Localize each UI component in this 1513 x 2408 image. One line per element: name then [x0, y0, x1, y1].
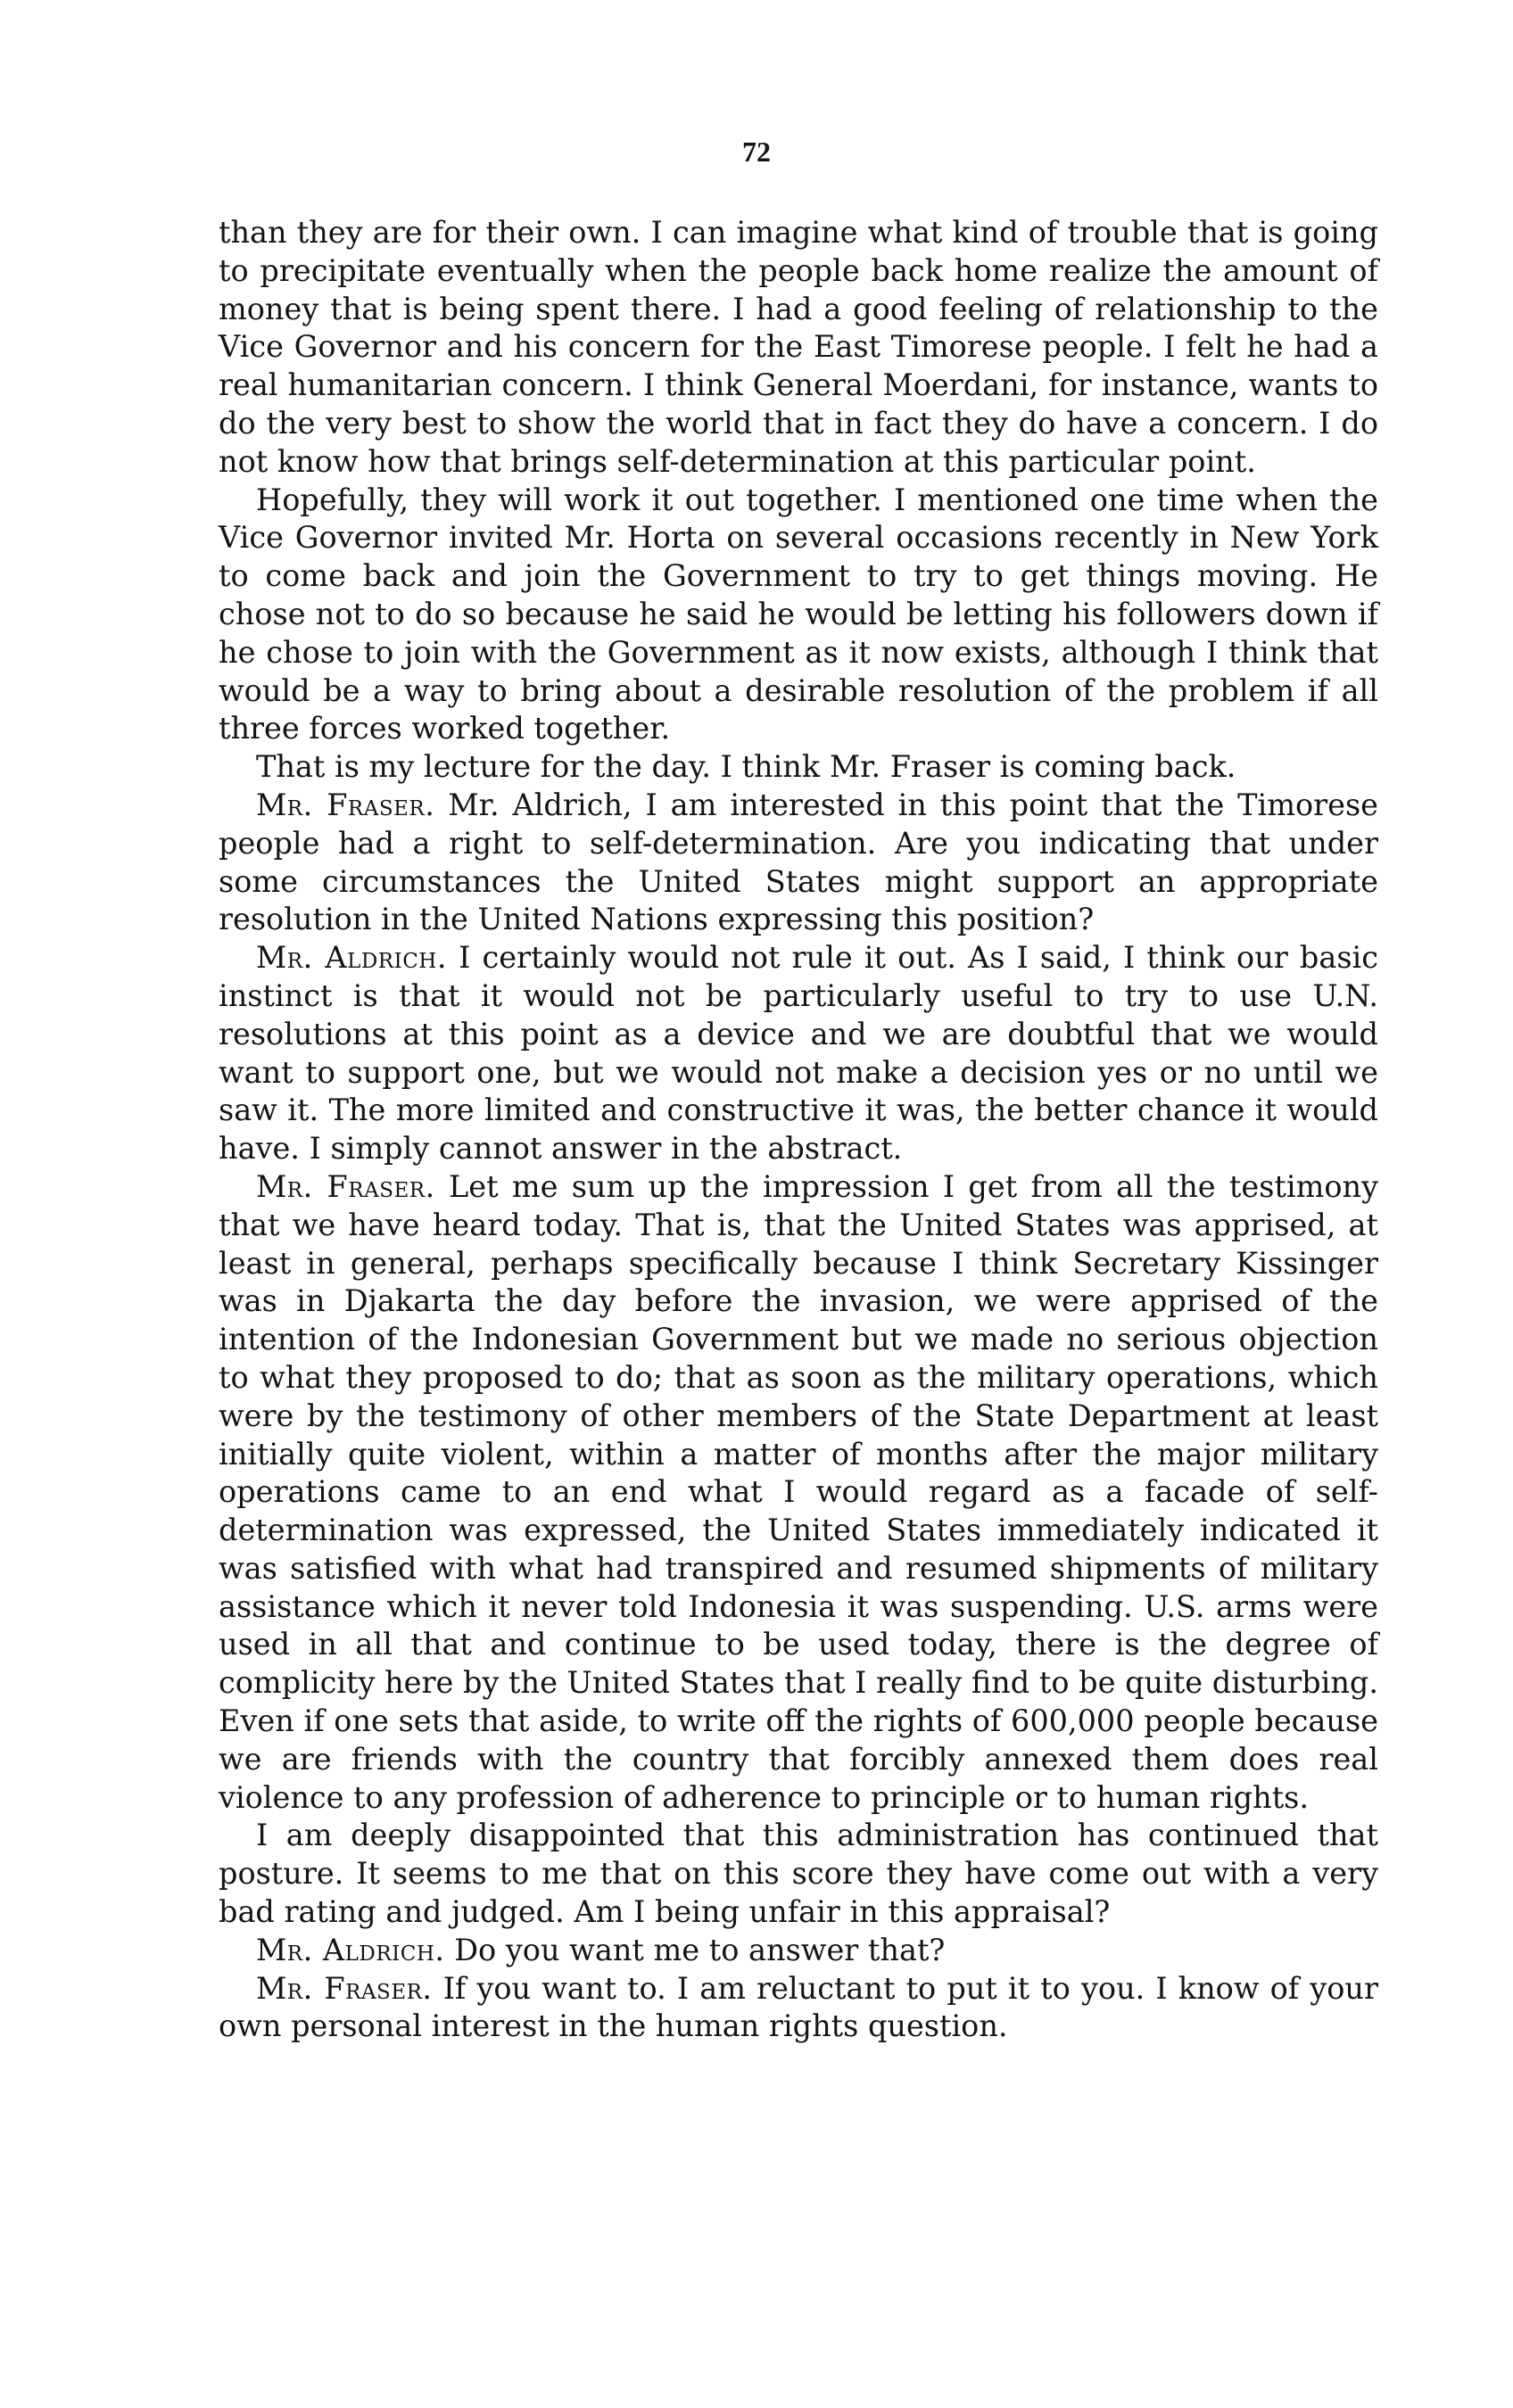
paragraph: [219, 939, 1378, 1168]
paragraph: [219, 1168, 1378, 1818]
paragraph: [219, 214, 1378, 482]
paragraph: [219, 1817, 1378, 1931]
paragraph-text: than they are for their own. I can imagine what kind of trouble that is going to precipitate eventually when the people back home realize the amount of money that is being spent there. I had a good feeling of relationship to the Vice Governor and his concern for the East Timorese people. I felt he had a real humanitarian concern. I think General Moerdani, for instance, wants to do the very best to show the world that in fact they do have a concern. I do not know how that brings self-determination at this particular point.: [219, 215, 1378, 479]
speaker-name: Mr. Aldrich.: [256, 940, 447, 976]
speaker-name: Mr. Fraser.: [256, 787, 435, 822]
paragraph-text: I certainly would not rule it out. As I said, I think our basic instinct is that it would not be particularly useful to try to use U.N. resolutions at this point as a device and we are doubtful that we would want to support one, but we would not make a decision yes or no until we saw it. The more limited and constructive it was, the better chance it would have. I simply cannot answer in the abstract.: [219, 940, 1379, 1167]
body-text: [219, 214, 1378, 2046]
page-number: 72: [742, 136, 771, 168]
paragraph-text: Mr. Aldrich, I am interested in this point that the Timorese people had a right to self-determination. Are you indicating that under some circumstances the United States might support an appropriate resolution in the United Nations expressing this position?: [219, 787, 1378, 937]
paragraph-text: Do you want me to answer that?: [454, 1932, 946, 1967]
speaker-name: Mr. Fraser.: [256, 1168, 435, 1204]
speaker-name: Mr. Aldrich.: [256, 1932, 445, 1967]
speaker-name: Mr. Fraser.: [256, 1970, 433, 2006]
paragraph-text: I am deeply disappointed that this administration has continued that posture. It seems to me that on this score they have come out with a very bad rating and judged. Am I being unfair in this appraisal?: [219, 1818, 1378, 1930]
paragraph-text: Let me sum up the impression I get from all the testimony that we have heard today. That is, that the United States was apprised, at least in general, perhaps specifically because I think Secretary Kissinger was in Djakarta the day before the invasion, we were apprised of the intention of the Indonesian Government but we made no serious objection to what they proposed to do; that as soon as the military operations, which were by the testimony of other members of the State Department at least initially quite violent, within a matter of months after the major military operations came to an end what I would regard as a facade of self-determination was expressed, the United States immediately indicated it was satisfied with what had transpired and resumed shipments of military assistance which it never told Indonesia it was suspending. U.S. arms were used in all that and continue to be used today, there is the degree of complicity here by the United States that I really find to be quite disturbing. Even if one sets that aside, to write off the rights of 600,000 people because we are friends with the country that forcibly annexed them does real violence to any profession of adherence to principle or to human rights.: [219, 1168, 1379, 1815]
paragraph-text: That is my lecture for the day. I think Mr. Fraser is coming back.: [256, 749, 1236, 785]
paragraph: [219, 1932, 1378, 1970]
paragraph-text: Hopefully, they will work it out together. I mentioned one time when the Vice Governor invited Mr. Horta on several occasions recently in New York to come back and join the Government to try to get things moving. He chose not to do so because he said he would be letting his followers down if he chose to join with the Government as it now exists, although I think that would be a way to bring about a desirable resolution of the problem if all three forces worked together.: [219, 482, 1378, 746]
paragraph-text: If you want to. I am reluctant to put it to you. I know of your own personal interest in the human rights question.: [219, 1970, 1378, 2044]
paragraph: [219, 1970, 1378, 2047]
paragraph: [219, 787, 1378, 939]
paragraph: [219, 748, 1378, 787]
paragraph: [219, 482, 1378, 749]
